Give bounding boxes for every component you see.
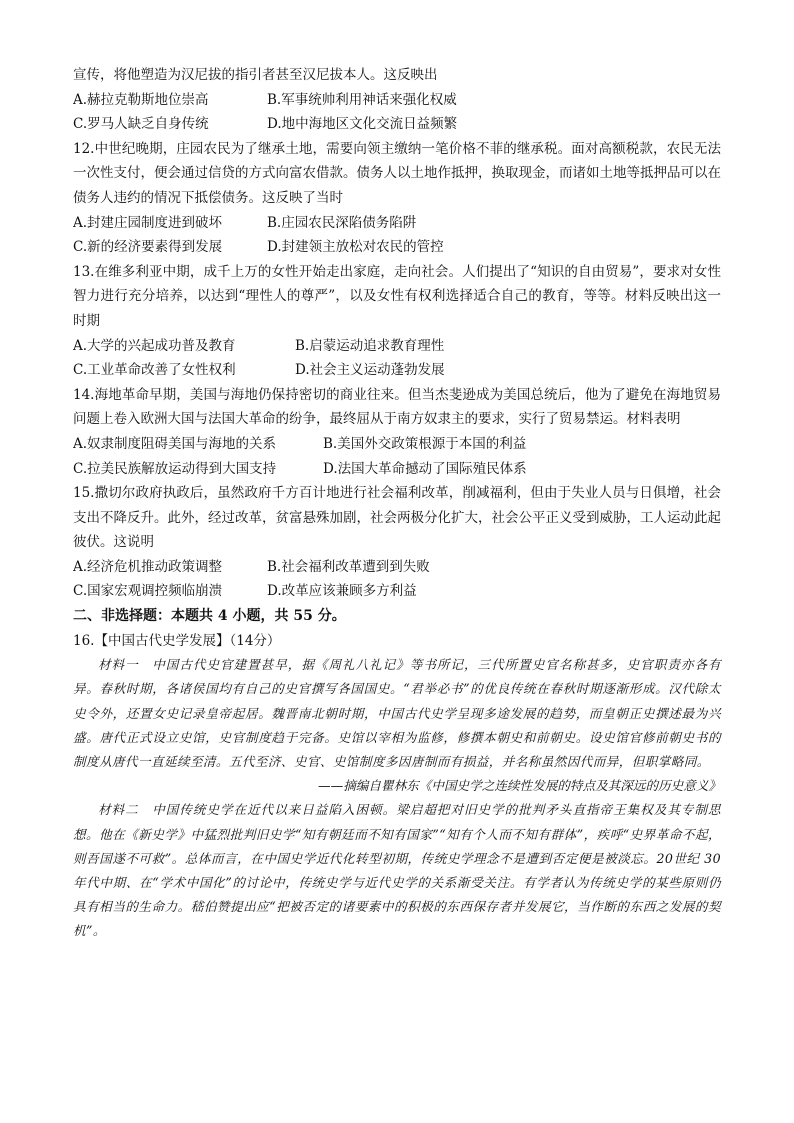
q13-option-b[interactable]: B.启蒙运动追求教育理性	[295, 337, 445, 354]
q11-options-row1	[73, 88, 721, 113]
q11-option-c[interactable]: C.罗马人缺乏自身传统	[73, 116, 209, 133]
q13-option-d[interactable]: D.社会主义运动蓬勃发展	[295, 362, 445, 379]
q13-stem: 13.在维多利亚中期，成千上万的女性开始走出家庭，走向社会。人们提出了“知识的自由贸易”，要求对女性智力进行充分培养，以达到“理性人的尊严”，以及女性有权利选择适合自己的教育，等等。材料反映出这一时期	[73, 263, 721, 329]
q16-title: 16.【中国古代史学发展】	[73, 632, 230, 649]
q15-option-a[interactable]: A.经济危机推动政策调整	[73, 558, 223, 575]
q14-options-row1	[73, 432, 721, 457]
q16-material-1-source: ——摘编自瞿林东《中国史学之连续性发展的特点及其深远的历史意义》	[318, 778, 721, 794]
q15-stem: 15.撒切尔政府执政后，虽然政府千方百计地进行社会福利改革，削减福利，但由于失业人员与日俱增，社会支出不降反升。此外，经过改革，贫富悬殊加剧，社会两极分化扩大，社会公平正义受到威胁，工人运动此起彼伏。这说明	[73, 485, 721, 551]
q13-option-c[interactable]: C.工业革命改善了女性权利	[73, 362, 236, 379]
q11-option-d[interactable]: D.地中海地区文化交流日益频繁	[267, 116, 458, 133]
q13-options-row1	[73, 334, 721, 359]
q12-option-b[interactable]: B.庄园农民深陷债务陷阱	[267, 214, 417, 231]
section-2-heading: 二、非选择题：本题共 4 小题，共 55 分。	[73, 608, 346, 625]
q11-stem-tail: 宣传，将他塑造为汉尼拔的指引者甚至汉尼拔本人。这反映出	[73, 67, 438, 83]
q16-material-2: 材料二 中国传统史学在近代以来日益陷入困顿。梁启超把对旧史学的批判矛头直指帝王集权及其专制思想。他在《新史学》中猛烈批判旧史学“知有朝廷而不知有国家”“知有个人而不知有群体”，疾呼“史界革命不起，则吾国遂不可救”。总体而言，在中国史学近代化转型初期，传统史学理念不是遭到否定便是被淡忘。20世纪 30年代中期、在“学术中国化”的讨论中，传统史学与近代史学的关系渐受关注。有学者认为传统史学的某些原则仍具有相当的生命力。嵇伯赞提出应“把被否定的诸要素中的积极的东西保存者并发展它，当作断的东西之发展的契机”。	[73, 802, 721, 939]
q11-options-row2	[73, 112, 721, 137]
q12-option-a[interactable]: A.封建庄园制度进到破坏	[73, 214, 223, 231]
q12-option-c[interactable]: C.新的经济要素得到发展	[73, 239, 223, 256]
q11-option-a[interactable]: A.赫拉克勒斯地位崇高	[73, 91, 209, 108]
q14-option-d[interactable]: D.法国大革命撼动了国际殖民体系	[323, 460, 527, 477]
q16-material-1: 材料一 中国古代史官建置甚早，据《周礼八礼记》等书所记，三代所置史官名称甚多，史官职责亦各有异。春秋时期，各诸侯国均有自己的史官撰写各国国史。“君举必书”的优良传统在春秋时期逐渐形成。汉代除太史令外，还置女史记录皇帝起居。魏晋南北朝时期，中国古代史学呈现多途发展的趋势，而皇朝正史撰述最为兴盛。唐代正式设立史馆，史官制度趋于完备。史馆以宰相为监修，修撰本朝史和前朝史。设史馆官修前朝史书的制度从唐代一直延续至清。五代至济、史官、史馆制度多因唐制而有损益，并名称虽然因代而异，但职掌略同。	[73, 657, 721, 770]
exam-page	[73, 63, 721, 944]
q14-option-b[interactable]: B.美国外交政策根源于本国的利益	[323, 435, 527, 452]
q11-option-b[interactable]: B.军事统帅利用神话来强化权威	[267, 91, 457, 108]
q15-options-row2	[73, 579, 721, 604]
q13-options-row2	[73, 358, 721, 383]
q12-stem: 12.中世纪晚期，庄园农民为了继承土地，需要向领主缴纳一笔价格不菲的继承税。面对高额税款，农民无法一次性支付，便会通过信贷的方式向富农借款。债务人以土地作抵押，换取现金，而诸如土地等抵押品可以在债务人违约的情况下抵偿债务。这反映了当时	[73, 140, 721, 206]
q13-option-a[interactable]: A.大学的兴起成功普及教育	[73, 337, 236, 354]
q15-option-d[interactable]: D.改革应该兼顾多方利益	[267, 583, 417, 600]
q12-option-d[interactable]: D.封建领主放松对农民的管控	[267, 239, 444, 256]
q16-score: （14分）	[229, 632, 281, 649]
q14-option-c[interactable]: C.拉美民族解放运动得到大国支持	[73, 460, 277, 477]
q14-option-a[interactable]: A.奴隶制度阻碍美国与海地的关系	[73, 435, 277, 452]
q15-option-b[interactable]: B.社会福利改革遭到到失败	[267, 558, 430, 575]
q15-options-row1	[73, 555, 721, 580]
q15-option-c[interactable]: C.国家宏观调控频临崩溃	[73, 583, 223, 600]
q14-options-row2	[73, 457, 721, 482]
q12-options-row2	[73, 235, 721, 260]
q16-heading	[73, 629, 721, 654]
q12-options-row1	[73, 211, 721, 236]
q14-stem: 14.海地革命早期，美国与海地仍保持密切的商业往来。但当杰斐逊成为美国总统后，他为了避免在海地贸易问题上卷入欧洲大国与法国大革命的纷争，最终屈从于南方奴隶主的要求，实行了贸易禁运。材料表明	[73, 386, 721, 428]
